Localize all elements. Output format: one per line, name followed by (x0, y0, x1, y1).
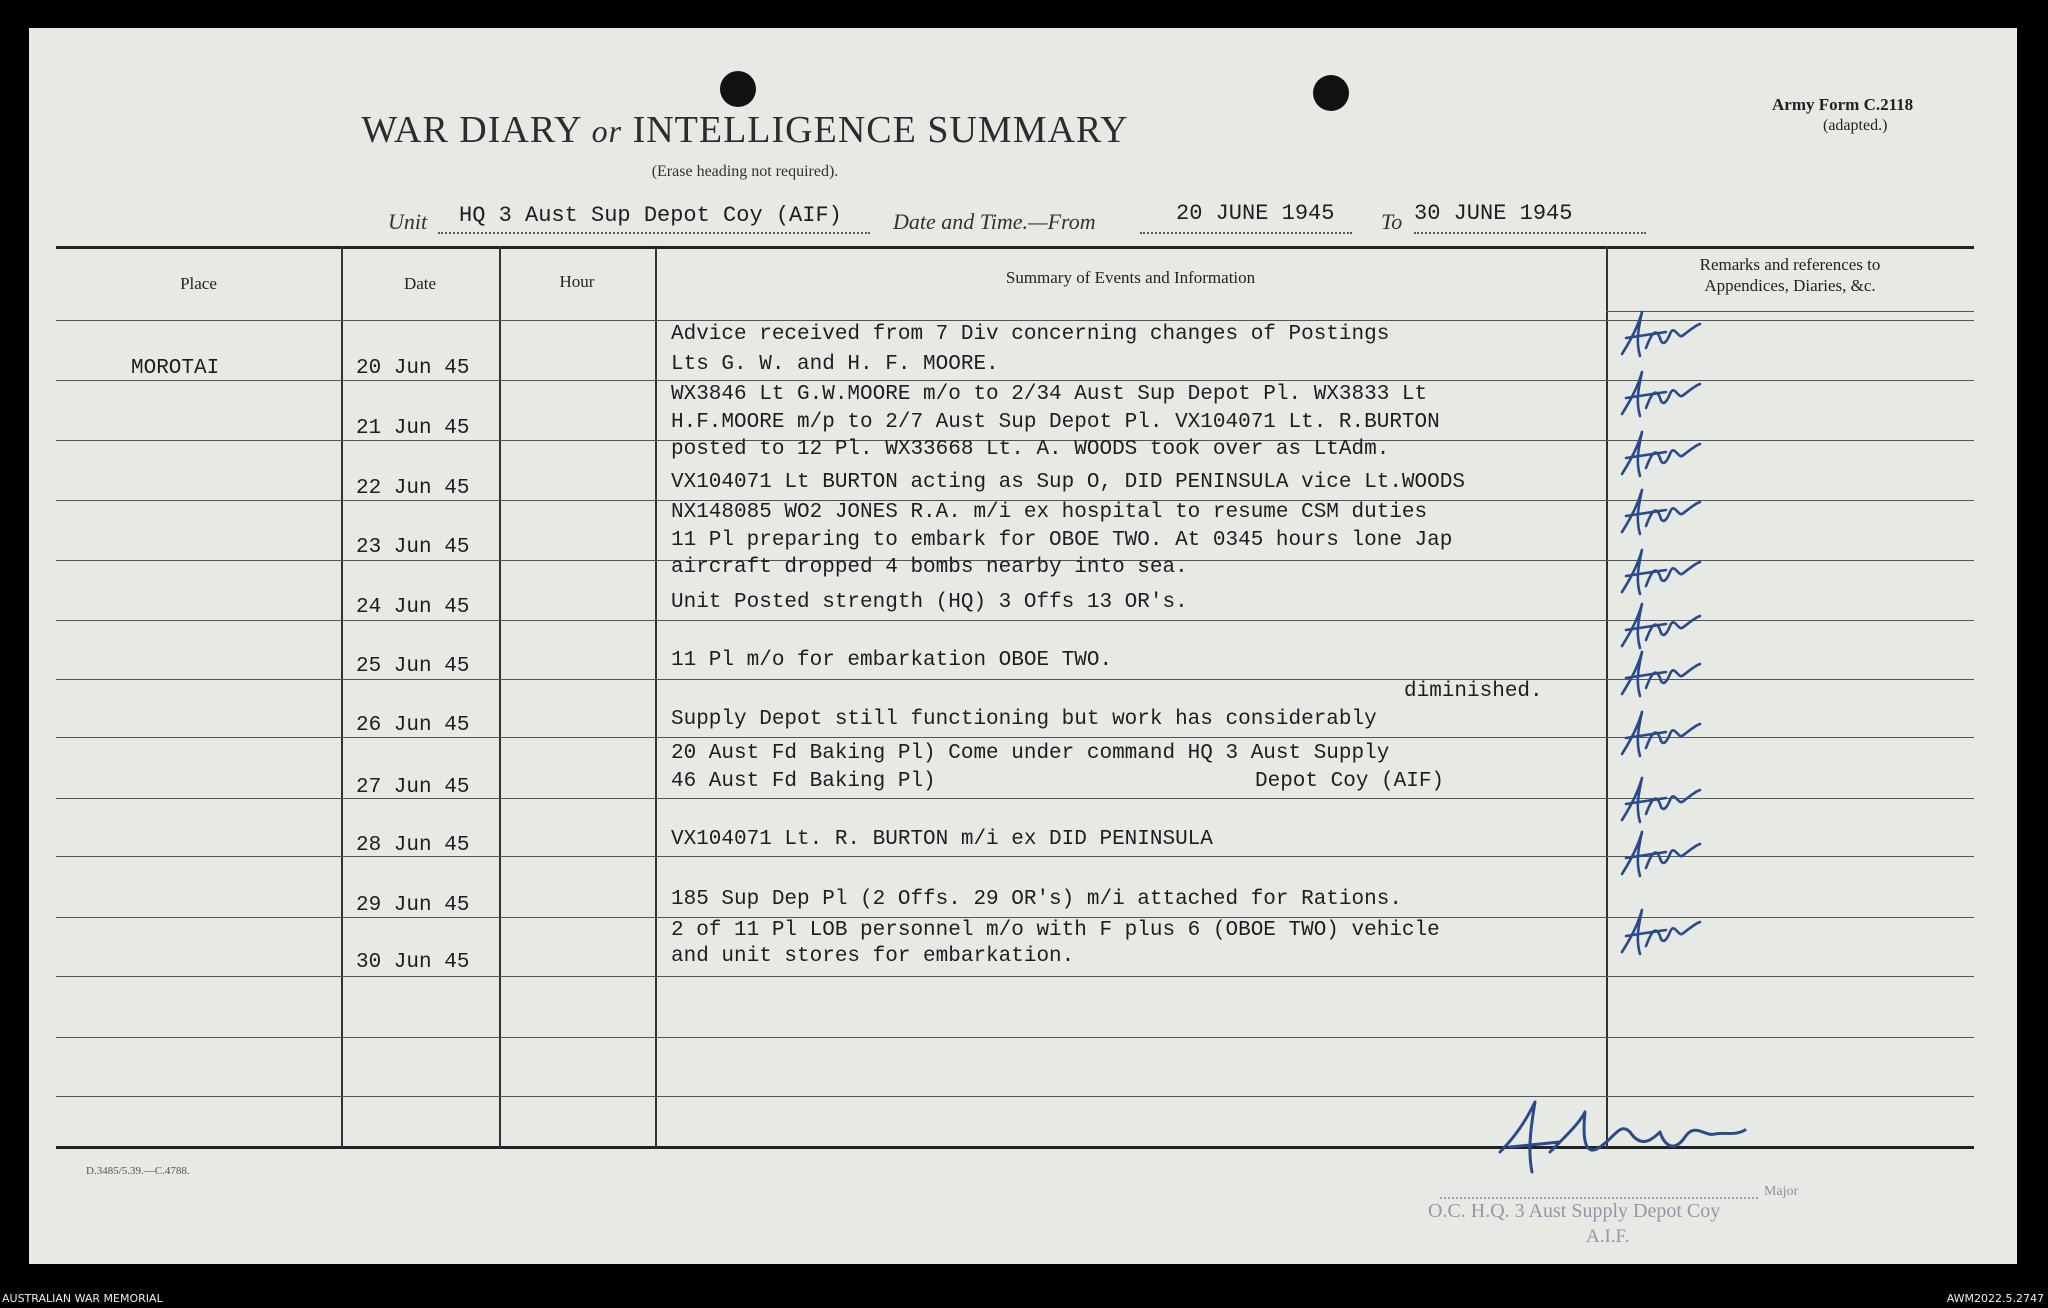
row-rule (56, 976, 1974, 977)
summary-line: Unit Posted strength (HQ) 3 Offs 13 OR's. (671, 591, 1188, 614)
summary-line: Lts G. W. and H. F. MOORE. (671, 353, 999, 376)
summary-line: aircraft dropped 4 bombs nearby into sea. (671, 556, 1188, 579)
to-date: 30 JUNE 1945 (1414, 201, 1573, 226)
date-cell: 26 Jun 45 (356, 714, 470, 737)
summary-line: posted to 12 Pl. WX33668 Lt. A. WOODS took over as LtAdm. (671, 438, 1390, 461)
col-header-summary: Summary of Events and Information (1005, 268, 1256, 287)
col-header-date: Date (403, 274, 437, 293)
date-time-label: Date and Time.—From (893, 209, 1096, 234)
title-intelligence-summary: INTELLIGENCE SUMMARY (632, 109, 1129, 151)
summary-line: VX104071 Lt BURTON acting as Sup O, DID PENINSULA vice Lt.WOODS (671, 471, 1465, 494)
summary-line: WX3846 Lt G.W.MOORE m/o to 2/34 Aust Sup Depot Pl. WX3833 Lt (671, 383, 1428, 406)
date-cell: 23 Jun 45 (356, 536, 470, 559)
from-dotted-line (1140, 232, 1352, 234)
summary-line: 185 Sup Dep Pl (2 Offs. 29 OR's) m/i attached for Rations. (671, 888, 1402, 911)
date-cell: 25 Jun 45 (356, 655, 470, 678)
divider-hour-summary (655, 246, 657, 1148)
date-cell: 24 Jun 45 (356, 596, 470, 619)
col-header-remarks (1606, 254, 1974, 296)
date-cell: 29 Jun 45 (356, 894, 470, 917)
col-header-hour: Hour (559, 272, 595, 291)
remarks-header-line1: Remarks and references to (1699, 255, 1881, 274)
initials-mark (1616, 906, 1704, 962)
initials-mark (1616, 486, 1704, 542)
initials-mark (1616, 774, 1704, 830)
from-date: 20 JUNE 1945 (1176, 201, 1335, 226)
unit-label: Unit (388, 209, 428, 234)
officer-signature (1490, 1092, 1750, 1182)
initials-mark (1616, 546, 1704, 602)
summary-line: 11 Pl preparing to embark for OBOE TWO. At 0345 hours lone Jap (671, 529, 1453, 552)
divider-summary-remarks (1606, 246, 1608, 1148)
remarks-header-line2: Appendices, Diaries, &c. (1704, 276, 1876, 295)
page-title (0, 108, 1490, 152)
unit-stamp-line1: O.C. H.Q. 3 Aust Supply Depot Coy (1428, 1200, 1721, 1222)
erase-heading-note: (Erase heading not required). (651, 163, 839, 180)
date-cell: 27 Jun 45 (356, 776, 470, 799)
row-rule (56, 1037, 1974, 1038)
initials-mark (1616, 828, 1704, 884)
summary-line: H.F.MOORE m/p to 2/7 Aust Sup Depot Pl. VX104071 Lt. R.BURTON (671, 411, 1440, 434)
rank-label: Major (1764, 1184, 1799, 1199)
army-form-number: Army Form C.2118 (1772, 95, 1914, 114)
summary-line: Supply Depot still functioning but work has considerably (671, 708, 1377, 731)
divider-place-date (341, 246, 343, 1148)
date-cell: 30 Jun 45 (356, 951, 470, 974)
initials-mark (1616, 428, 1704, 484)
punch-hole-right (1313, 75, 1349, 111)
date-cell: 21 Jun 45 (356, 417, 470, 440)
summary-line: 2 of 11 Pl LOB personnel m/o with F plus 6 (OBOE TWO) vehicle (671, 919, 1440, 942)
unit-dotted-line (438, 232, 870, 234)
initials-mark (1616, 368, 1704, 424)
col-header-place: Place (180, 274, 217, 293)
to-label: To (1381, 209, 1403, 234)
diary-table (56, 238, 1974, 1154)
punch-hole-left (720, 71, 756, 107)
army-form-adapted: (adapted.) (1823, 117, 1888, 134)
summary-line: 20 Aust Fd Baking Pl) Come under command HQ 3 Aust Supply (671, 742, 1390, 765)
summary-line: 46 Aust Fd Baking Pl) (671, 770, 936, 793)
archive-credit: AUSTRALIAN WAR MEMORIAL (2, 1292, 163, 1305)
summary-line: diminished. (1404, 680, 1543, 703)
table-top-rule (56, 246, 1974, 249)
signature-dotted-line (1440, 1197, 1758, 1199)
date-cell: 22 Jun 45 (356, 477, 470, 500)
date-cell: 20 Jun 45 (356, 357, 470, 380)
date-cell: 28 Jun 45 (356, 834, 470, 857)
unit-line (388, 203, 1650, 233)
initials-mark (1616, 708, 1704, 764)
summary-line: 11 Pl m/o for embarkation OBOE TWO. (671, 649, 1113, 672)
unit-stamp-line2: A.I.F. (1586, 1226, 1630, 1247)
title-or: or (591, 113, 623, 149)
summary-line: VX104071 Lt. R. BURTON m/i ex DID PENINSULA (671, 828, 1213, 851)
initials-mark (1616, 308, 1704, 364)
summary-line: Depot Coy (AIF) (1255, 770, 1445, 793)
to-dotted-line (1414, 232, 1646, 234)
unit-value: HQ 3 Aust Sup Depot Coy (AIF) (459, 203, 842, 228)
initials-mark (1616, 648, 1704, 704)
archive-reference: AWM2022.5.2747 (1946, 1292, 2044, 1305)
divider-date-hour (499, 246, 501, 1148)
title-war-diary: WAR DIARY (361, 109, 582, 151)
place-cell: MOROTAI (131, 357, 220, 380)
form-print-code: D.3485/5.39.—C.4788. (86, 1165, 190, 1177)
summary-line: NX148085 WO2 JONES R.A. m/i ex hospital to resume CSM duties (671, 501, 1428, 524)
summary-line: and unit stores for embarkation. (671, 945, 1075, 968)
summary-line: Advice received from 7 Div concerning changes of Postings (671, 323, 1390, 346)
